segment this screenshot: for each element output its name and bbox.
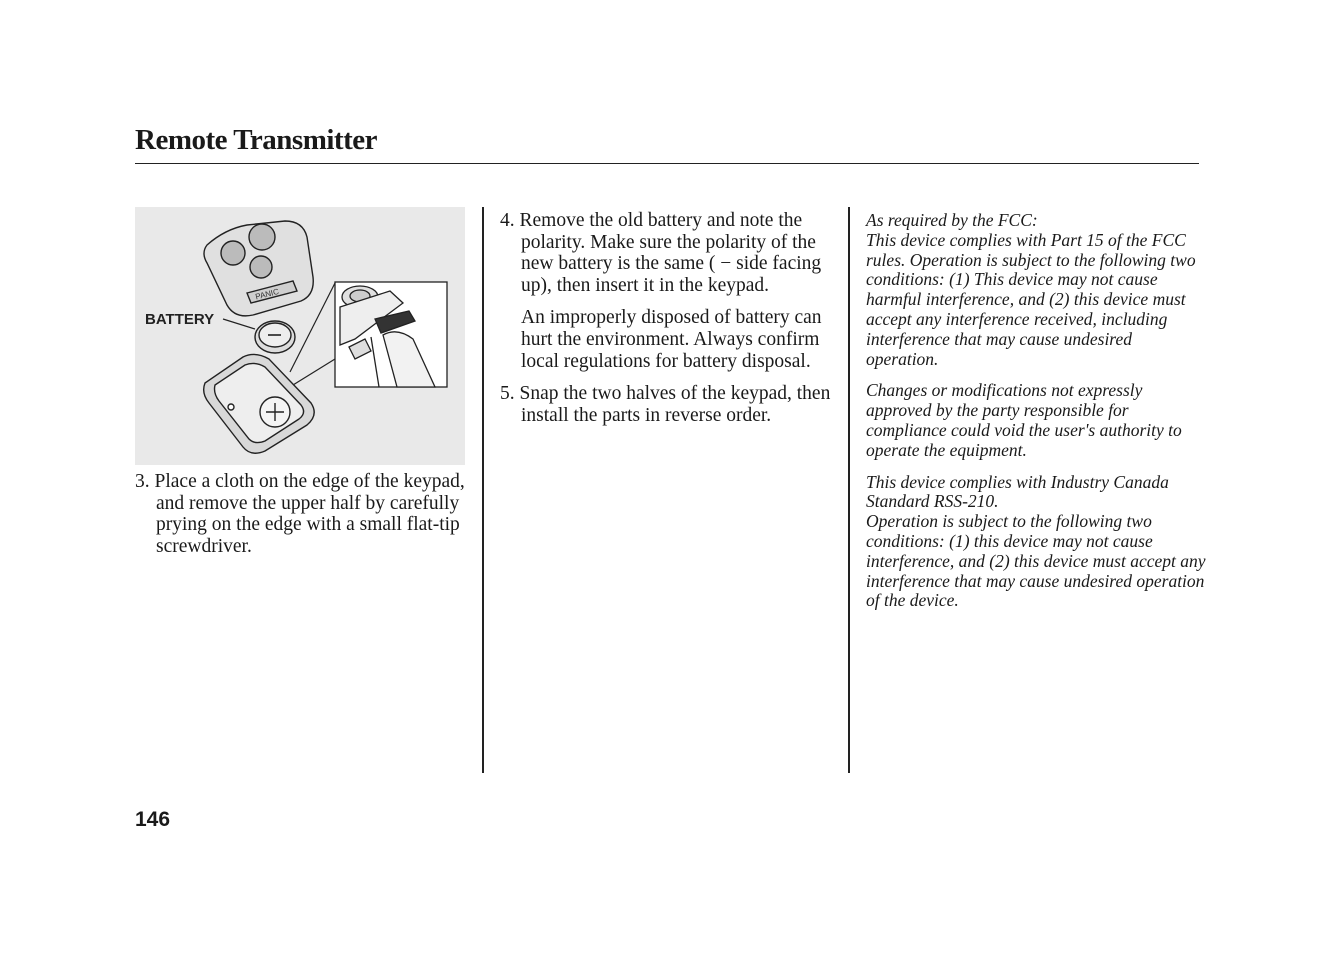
fcc-block <box>866 211 1206 369</box>
changes-text: Changes or modifications not expressly approved by the party responsible for compliance could void the user's authority to operate the equipment. <box>866 380 1182 460</box>
page-number: 146 <box>135 808 171 831</box>
keypad-illustration <box>135 207 465 465</box>
page-title: Remote Transmitter <box>135 124 377 156</box>
step-4-text: 4. Remove the old battery and note the polarity. Make sure the polarity of the new battery is the same ( − side facing up), then insert it in the keypad. <box>500 210 822 296</box>
column-right-fcc <box>866 211 1206 623</box>
step-5-text: 5. Snap the two halves of the keypad, then install the parts in reverse order. <box>500 383 831 426</box>
ic-text: Operation is subject to the following two conditions: (1) this device may not cause interference, and (2) this device must accept any interference that may cause undesired operation of the device. <box>866 511 1206 611</box>
column-divider-1 <box>482 207 484 773</box>
keypad-upper-half <box>204 221 313 316</box>
battery-leader-line <box>223 319 255 329</box>
column-left <box>135 471 471 568</box>
screwdriver-detail-inset <box>335 282 447 387</box>
keypad-lower-half <box>204 354 315 453</box>
ic-heading: This device complies with Industry Canada Standard RSS-210. <box>866 471 1169 512</box>
fcc-text: This device complies with Part 15 of the FCC rules. Operation is subject to the following two conditions: (1) This device may not cause harmful interference, and (2) this device must accept any interference received, including interference that may cause undesired operation. <box>866 229 1196 369</box>
fcc-heading: As required by the FCC: <box>866 210 1038 230</box>
coin-battery <box>255 321 295 353</box>
battery-replacement-figure <box>135 207 465 465</box>
battery-label: BATTERY <box>145 311 215 328</box>
battery-disposal-note: An improperly disposed of battery can hurt the environment. Always confirm local regulations for battery disposal. <box>521 307 822 372</box>
column-middle <box>500 210 834 437</box>
step-3-text: 3. Place a cloth on the edge of the keypad, and remove the upper half by carefully prying on the edge with a small flat-tip screwdriver. <box>135 471 465 557</box>
column-divider-2 <box>848 207 850 773</box>
panic-label: PANIC <box>254 286 280 302</box>
title-rule <box>135 163 1199 164</box>
ic-block <box>866 473 1206 612</box>
